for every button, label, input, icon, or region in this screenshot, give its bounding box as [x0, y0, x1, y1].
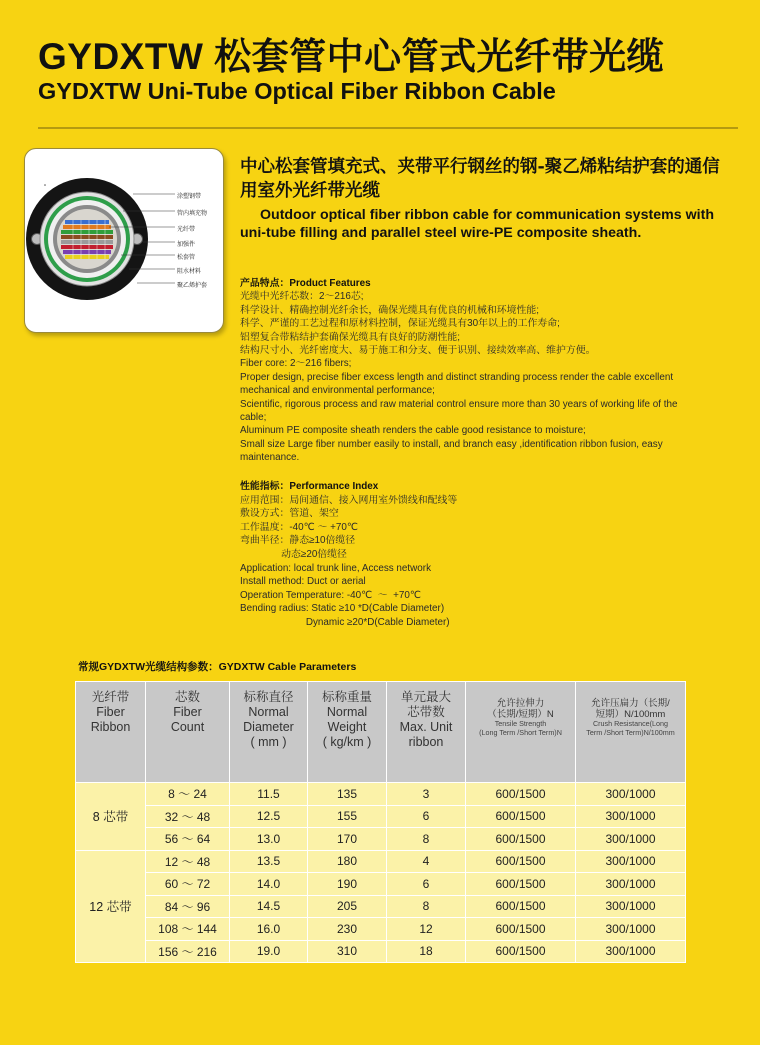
performance-line: 工作温度：-40℃ ～ +70℃ [240, 521, 358, 533]
feature-line-cn: 光缆中光纤芯数：2～216芯; [240, 291, 364, 303]
cell: 230 [308, 918, 387, 941]
header-normal-weight: 标称重量 Normal Weight ( kg/km ) [308, 682, 387, 783]
performance-line: 弯曲半径：静态≥10倍缆径 [240, 535, 356, 547]
cell: 6 [387, 805, 466, 828]
cell: 190 [308, 873, 387, 896]
cell: 14.5 [230, 895, 308, 918]
performance-line: Operation Temperature: -40℃ ～ +70℃ [240, 589, 421, 601]
cell: 600/1500 [466, 918, 576, 941]
label-tube-filling: 管内填充物 [177, 211, 208, 217]
label-water-block: 阻水材料 [177, 269, 202, 275]
cell: 300/1000 [576, 850, 686, 873]
group-label-12-ribbon: 12 芯带 [76, 850, 146, 963]
cell: 60 ～ 72 [146, 873, 230, 896]
header-crush-resistance: 允许压扁力（长期/ 短期）N/100mm Crush Resistance(Long Term /Short Term)N/100mm [576, 682, 686, 783]
table-header-row [76, 682, 686, 783]
cell: 310 [308, 940, 387, 963]
cell: 16.0 [230, 918, 308, 941]
performance-line: 应用范围：局间通信、接入网用室外馈线和配线等 [240, 494, 458, 506]
feature-line-en: Proper design, precise fiber excess length and distinct stranding process render the cable excellent mechanical and environmental performance; [240, 371, 674, 397]
table-row [76, 828, 686, 851]
cell: 11.5 [230, 783, 308, 806]
cell: 600/1500 [466, 850, 576, 873]
performance-line: Bending radius: Static ≥10 *D(Cable Diameter) [240, 603, 445, 615]
feature-line-cn: 结构尺寸小、光纤密度大、易于施工和分支、便于识别、接续效率高、维护方便。 [240, 345, 596, 357]
table-row [76, 895, 686, 918]
cell: 600/1500 [466, 940, 576, 963]
cell: 600/1500 [466, 805, 576, 828]
cell: 300/1000 [576, 895, 686, 918]
cell: 14.0 [230, 873, 308, 896]
cell: 108 ～ 144 [146, 918, 230, 941]
table-row [76, 873, 686, 896]
subtitle-en: Outdoor optical fiber ribbon cable for communication systems with uni-tube filling and parallel steel wire-PE composite sheath. [240, 207, 714, 241]
cell: 155 [308, 805, 387, 828]
table-row [76, 783, 686, 806]
table-row [76, 805, 686, 828]
cell: 156 ～ 216 [146, 940, 230, 963]
performance-line: Application: local trunk line, Access network [240, 562, 432, 574]
page-title-en: GYDXTW Uni-Tube Optical Fiber Ribbon Cable [38, 78, 556, 104]
performance-heading: 性能指标：Performance Index [240, 481, 379, 492]
title-divider [38, 127, 738, 129]
cell: 56 ～ 64 [146, 828, 230, 851]
cell: 84 ～ 96 [146, 895, 230, 918]
feature-line-cn: 科学、严谨的工艺过程和原材料控制，保证光缆具有30年以上的工作寿命; [240, 318, 560, 330]
header-fiber-count: 芯数 Fiber Count [146, 682, 230, 783]
cell: 18 [387, 940, 466, 963]
header-max-unit-ribbon: 单元最大 芯带数 Max. Unit ribbon [387, 682, 466, 783]
cell: 170 [308, 828, 387, 851]
cell: 3 [387, 783, 466, 806]
cell: 12.5 [230, 805, 308, 828]
cell: 300/1000 [576, 828, 686, 851]
cell: 300/1000 [576, 940, 686, 963]
cell: 6 [387, 873, 466, 896]
cell: 180 [308, 850, 387, 873]
cell: 12 [387, 918, 466, 941]
performance-line: Install method: Duct or aerial [240, 576, 366, 588]
table-row [76, 940, 686, 963]
label-coated-steel-tape: 涂塑钢带 [177, 194, 202, 200]
header-normal-diameter: 标称直径 Normal Diameter ( mm ) [230, 682, 308, 783]
performance-line: Dynamic ≥20*D(Cable Diameter) [240, 616, 450, 628]
cell: 19.0 [230, 940, 308, 963]
cell: 300/1000 [576, 918, 686, 941]
cell: 300/1000 [576, 783, 686, 806]
table-row [76, 918, 686, 941]
subtitle-cn: 中心松套管填充式、夹带平行钢丝的钢-聚乙烯粘结护套的通信用室外光纤带光缆 [240, 157, 720, 201]
feature-line-cn: 铝塑复合带粘结护套确保光缆具有良好的防潮性能; [240, 331, 460, 343]
cell: 32 ～ 48 [146, 805, 230, 828]
cell: 300/1000 [576, 873, 686, 896]
cell: 600/1500 [466, 783, 576, 806]
label-strength-member: 加强件 [177, 242, 196, 248]
cell: 8 [387, 828, 466, 851]
feature-line-en: Small size Large fiber number easily to install, and branch easy ,identification ribbon fusion, easy maintenance. [240, 438, 663, 464]
performance-line: 敷设方式：管道、架空 [240, 508, 339, 520]
header-tensile-strength: 允许拉伸力 （长期/短期）N Tensile Strength (Long Term /Short Term)N [466, 682, 576, 783]
table-row [76, 850, 686, 873]
params-title: 常规GYDXTW光缆结构参数：GYDXTW Cable Parameters [78, 661, 357, 673]
feature-line-en: Scientific, rigorous process and raw material control ensure more than 30 years of working life of the cable; [240, 398, 678, 424]
label-pe-sheath: 聚乙烯护套 [177, 283, 208, 289]
cable-cross-section-figure [24, 148, 224, 333]
cell: 205 [308, 895, 387, 918]
header-fiber-ribbon: 光纤带 Fiber Ribbon [76, 682, 146, 783]
cell: 13.0 [230, 828, 308, 851]
performance-index [240, 480, 640, 630]
cell: 8 [387, 895, 466, 918]
cell: 600/1500 [466, 828, 576, 851]
features-heading: 产品特点：Product Features [240, 278, 371, 289]
product-features [240, 277, 700, 465]
cell: 600/1500 [466, 895, 576, 918]
cell: 8 ～ 24 [146, 783, 230, 806]
cell: 135 [308, 783, 387, 806]
cell: 300/1000 [576, 805, 686, 828]
feature-line-cn: 科学设计、精确控制光纤余长，确保光缆具有优良的机械和环境性能; [240, 304, 539, 316]
figure-dot [44, 184, 46, 186]
page-title-cn: GYDXTW 松套管中心管式光纤带光缆 [38, 36, 665, 77]
feature-line-en: Fiber core: 2～216 fibers; [240, 358, 352, 370]
cell: 4 [387, 850, 466, 873]
cell: 13.5 [230, 850, 308, 873]
cable-parameters-table [75, 681, 686, 963]
label-fiber-ribbon: 光纤带 [177, 227, 196, 233]
cell: 12 ～ 48 [146, 850, 230, 873]
group-label-8-ribbon: 8 芯带 [76, 783, 146, 851]
label-loose-tube: 松套管 [177, 255, 196, 261]
cell: 600/1500 [466, 873, 576, 896]
feature-line-en: Aluminum PE composite sheath renders the cable good resistance to moisture; [240, 425, 586, 437]
performance-line: 动态≥20倍缆径 [240, 548, 347, 560]
